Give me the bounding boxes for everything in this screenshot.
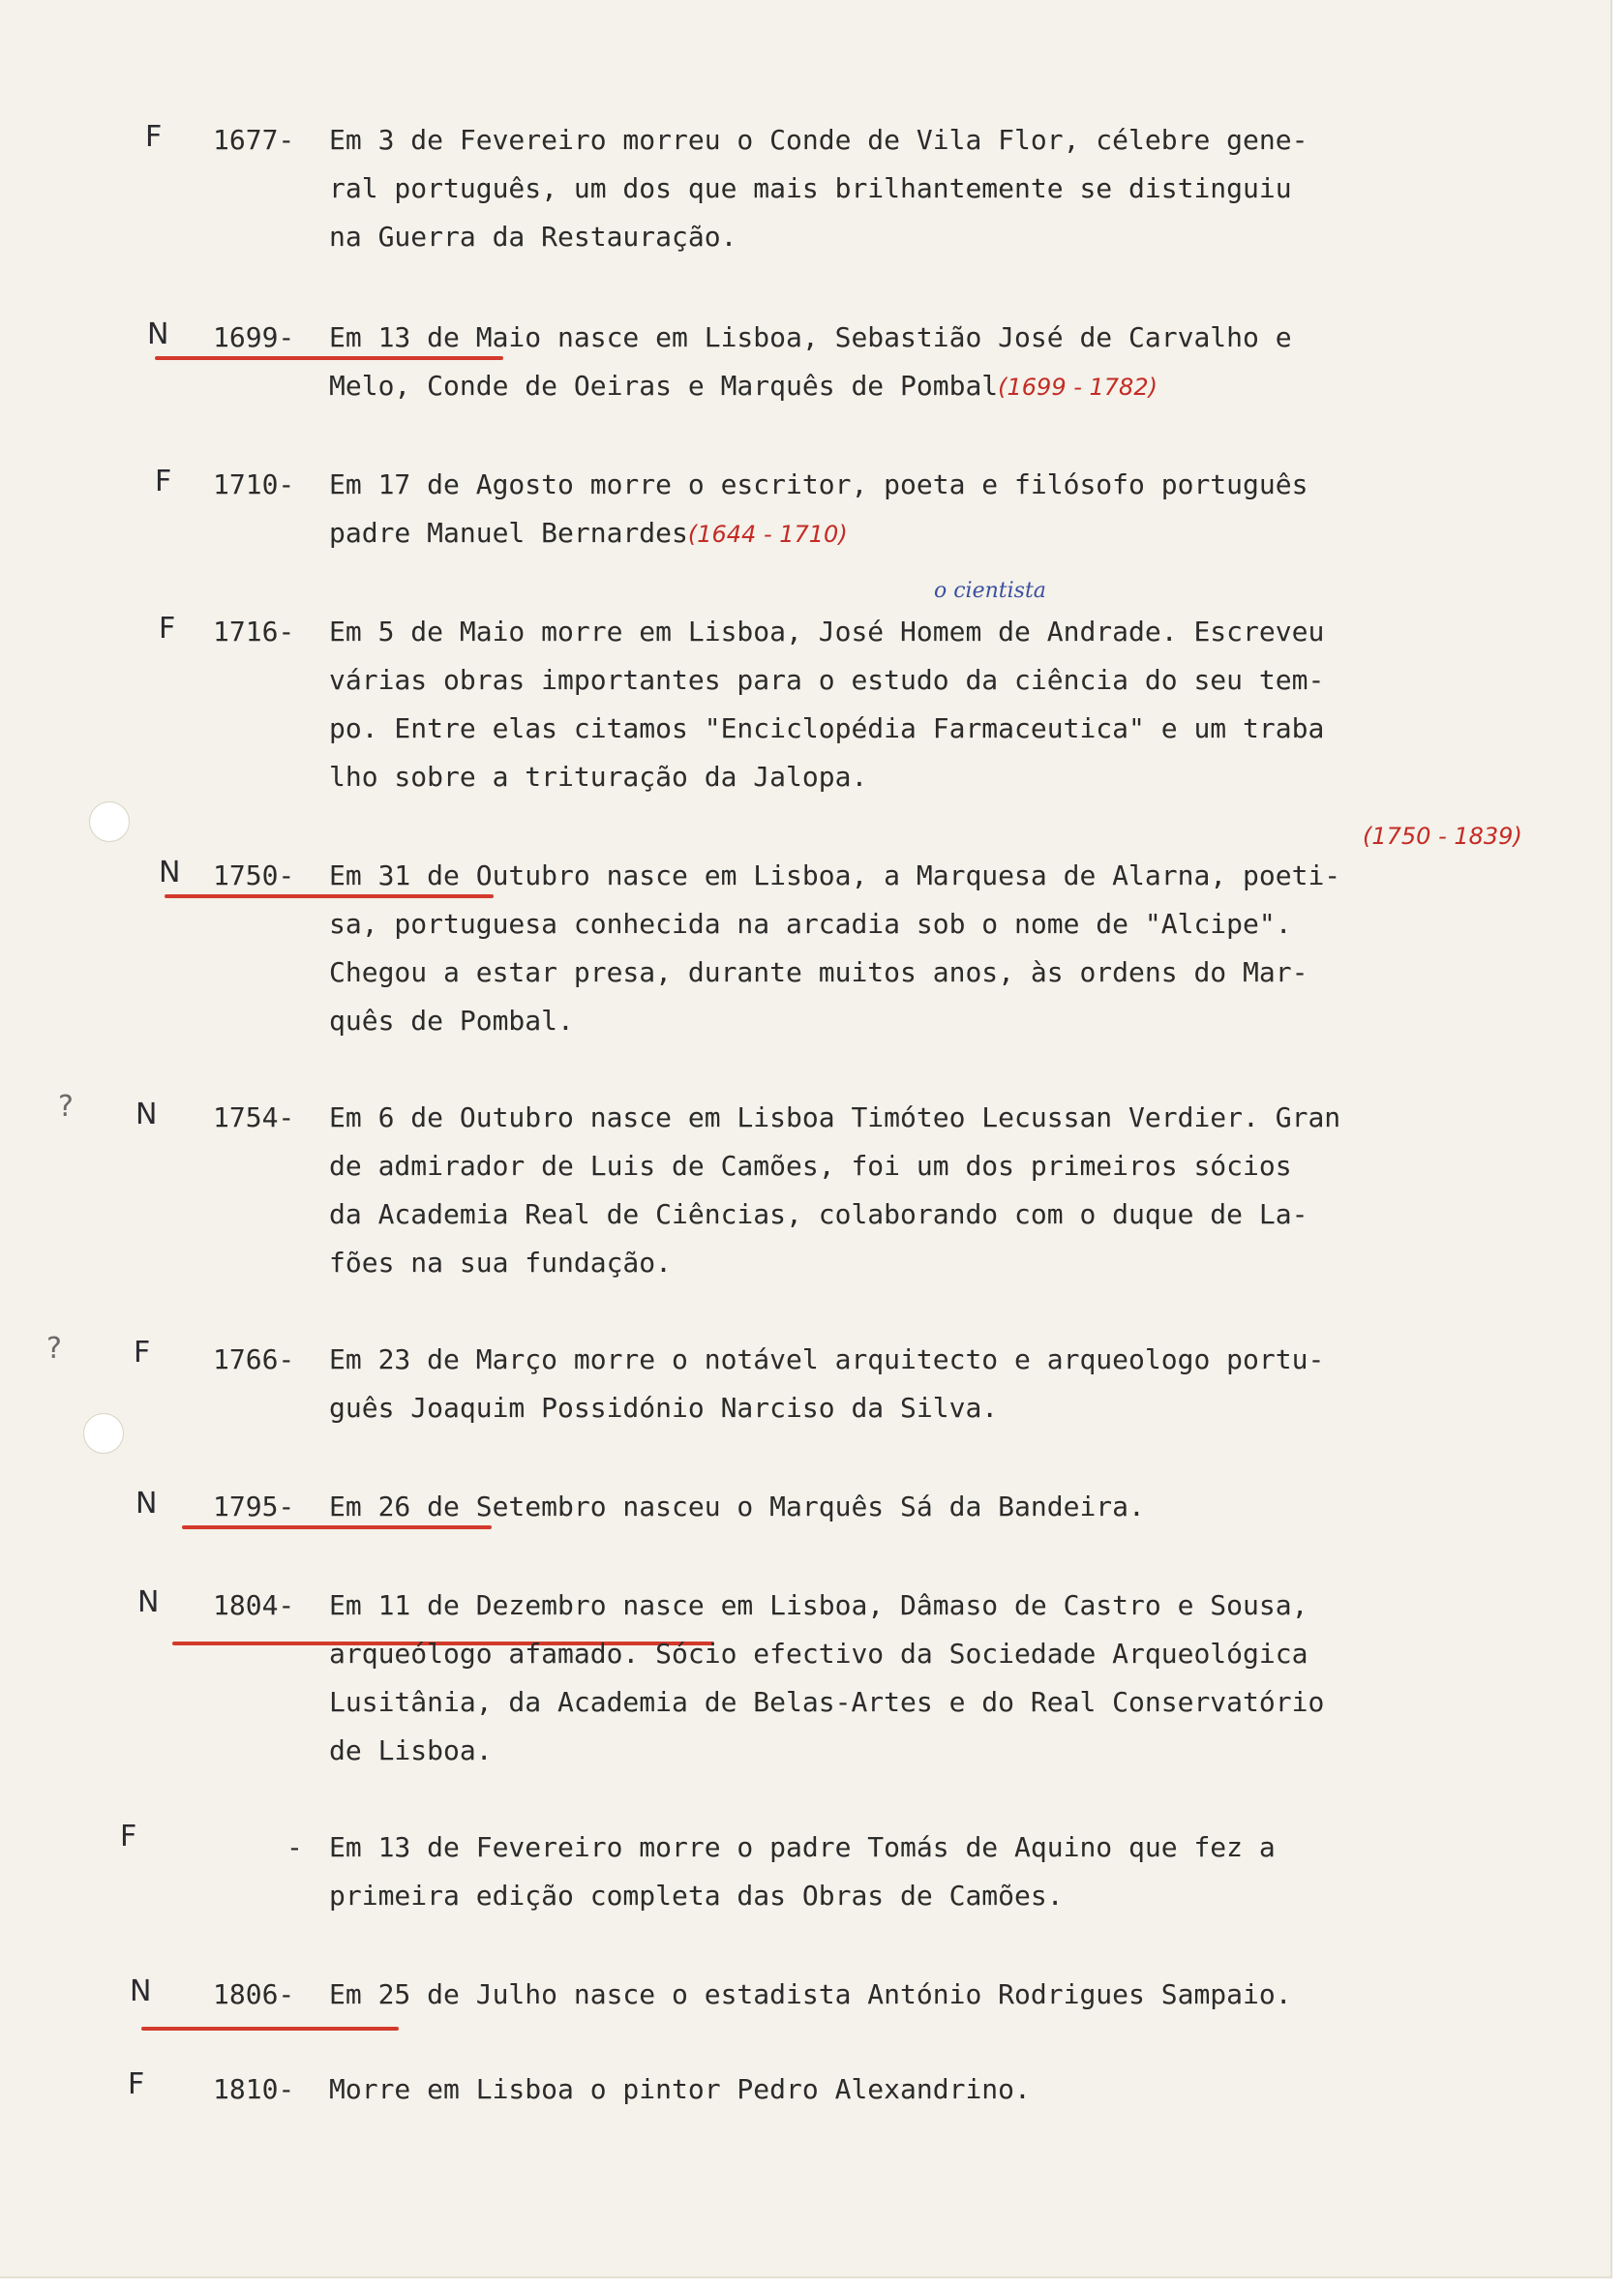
text-line: Lusitânia, da Academia de Belas-Artes e do Real Conservatório bbox=[329, 1686, 1325, 1718]
entry-year: 1699- bbox=[213, 321, 295, 353]
text-line: Em 3 de Fevereiro morreu o Conde de Vila Flor, célebre gene- bbox=[329, 124, 1308, 156]
text-line: Morre em Lisboa o pintor Pedro Alexandrino. bbox=[329, 2073, 1031, 2105]
entry-mark: F bbox=[145, 120, 163, 154]
entry-year: 1766- bbox=[213, 1343, 295, 1375]
text-line: Melo, Conde de Oeiras e Marquês de Pombal bbox=[329, 370, 999, 402]
text-line: de Lisboa. bbox=[329, 1734, 493, 1766]
entry-year: 1806- bbox=[213, 1978, 295, 2010]
entry-mark: F bbox=[155, 465, 172, 498]
handwritten-note: o cientista bbox=[934, 579, 1046, 603]
entry-text bbox=[329, 1823, 1539, 1920]
entry-mark: F bbox=[159, 612, 176, 646]
entry-text bbox=[329, 608, 1539, 801]
entry-year: 1710- bbox=[213, 468, 295, 500]
text-line: Em 31 de Outubro nasce em Lisboa, a Marquesa de Alarna, poeti- bbox=[329, 859, 1341, 891]
entry-year: 1750- bbox=[213, 859, 295, 891]
text-line: fões na sua fundação. bbox=[329, 1247, 673, 1279]
entry-text bbox=[329, 852, 1539, 1045]
entry-mark: N bbox=[159, 856, 181, 889]
entry-text bbox=[329, 1336, 1539, 1432]
text-line: de admirador de Luis de Camões, foi um dos primeiros sócios bbox=[329, 1150, 1292, 1182]
entry-mark: N bbox=[147, 317, 169, 351]
text-line: Em 13 de Maio nasce em Lisboa, Sebastião José de Carvalho e bbox=[329, 321, 1292, 353]
text-line: na Guerra da Restauração. bbox=[329, 221, 737, 253]
text-line: Em 5 de Maio morre em Lisboa, José Homem de Andrade. Escreveu bbox=[329, 616, 1325, 648]
entry-year: 1677- bbox=[213, 124, 295, 156]
entry-mark: N bbox=[135, 1098, 158, 1131]
text-line: po. Entre elas citamos "Enciclopédia Farmaceutica" e um traba bbox=[329, 712, 1325, 744]
handwritten-dates: (1699 - 1782) bbox=[998, 374, 1158, 401]
text-line: Chegou a estar presa, durante muitos anos, às ordens do Mar- bbox=[329, 956, 1308, 988]
entry-year: 1795- bbox=[213, 1491, 295, 1522]
text-line: quês de Pombal. bbox=[329, 1005, 574, 1037]
red-underline bbox=[141, 2027, 399, 2031]
entry-year: 1810- bbox=[213, 2073, 295, 2105]
entry-mark: F bbox=[134, 1336, 151, 1370]
question-mark: ? bbox=[58, 1090, 74, 1124]
text-line: Em 26 de Setembro nasceu o Marquês Sá da Bandeira. bbox=[329, 1491, 1145, 1522]
entry-text bbox=[329, 1582, 1539, 1775]
entry-text bbox=[329, 1971, 1539, 2019]
text-line: Em 11 de Dezembro nasce em Lisboa, Dâmaso de Castro e Sousa, bbox=[329, 1589, 1308, 1621]
punch-hole bbox=[83, 1413, 124, 1454]
entry-mark: N bbox=[135, 1487, 158, 1521]
entry-text bbox=[329, 314, 1539, 411]
entry-year: 1804- bbox=[213, 1589, 295, 1621]
text-line: ral português, um dos que mais brilhantemente se distinguiu bbox=[329, 172, 1292, 204]
text-line: guês Joaquim Possidónio Narciso da Silva. bbox=[329, 1392, 999, 1424]
entry-year: - bbox=[286, 1831, 303, 1863]
entry-text bbox=[329, 461, 1539, 558]
text-line bbox=[329, 509, 1539, 558]
text-line: lho sobre a trituração da Jalopa. bbox=[329, 761, 868, 793]
text-line: Em 17 de Agosto morre o escritor, poeta e filósofo português bbox=[329, 468, 1308, 500]
entry-mark: N bbox=[130, 1974, 152, 2008]
entry-text bbox=[329, 116, 1539, 261]
text-line: da Academia Real de Ciências, colaborando com o duque de La- bbox=[329, 1198, 1308, 1230]
entry-mark: F bbox=[120, 1820, 137, 1853]
text-line: Em 23 de Março morre o notável arquitecto e arqueologo portu- bbox=[329, 1343, 1325, 1375]
entry-text bbox=[329, 1483, 1539, 1531]
text-line bbox=[329, 362, 1539, 411]
entry-text bbox=[329, 2065, 1539, 2114]
text-line: Em 13 de Fevereiro morre o padre Tomás de Aquino que fez a bbox=[329, 1831, 1276, 1863]
question-mark: ? bbox=[46, 1332, 62, 1366]
entry-text bbox=[329, 1094, 1539, 1287]
entry-year: 1716- bbox=[213, 616, 295, 648]
text-line: várias obras importantes para o estudo da ciência do seu tem- bbox=[329, 664, 1325, 696]
punch-hole bbox=[89, 801, 130, 842]
entry-mark: N bbox=[137, 1585, 160, 1619]
handwritten-dates: (1644 - 1710) bbox=[687, 521, 848, 548]
text-line: Em 6 de Outubro nasce em Lisboa Timóteo Lecussan Verdier. Gran bbox=[329, 1101, 1341, 1133]
text-line: arqueólogo afamado. Sócio efectivo da Sociedade Arqueológica bbox=[329, 1638, 1308, 1670]
entry-mark: F bbox=[128, 2067, 145, 2101]
handwritten-dates: (1750 - 1839) bbox=[1363, 823, 1522, 850]
text-line: sa, portuguesa conhecida na arcadia sob o nome de "Alcipe". bbox=[329, 908, 1292, 940]
entry-year: 1754- bbox=[213, 1101, 295, 1133]
text-line: Em 25 de Julho nasce o estadista António Rodrigues Sampaio. bbox=[329, 1978, 1292, 2010]
text-line: padre Manuel Bernardes bbox=[329, 517, 688, 549]
text-line: primeira edição completa das Obras de Camões. bbox=[329, 1880, 1064, 1912]
